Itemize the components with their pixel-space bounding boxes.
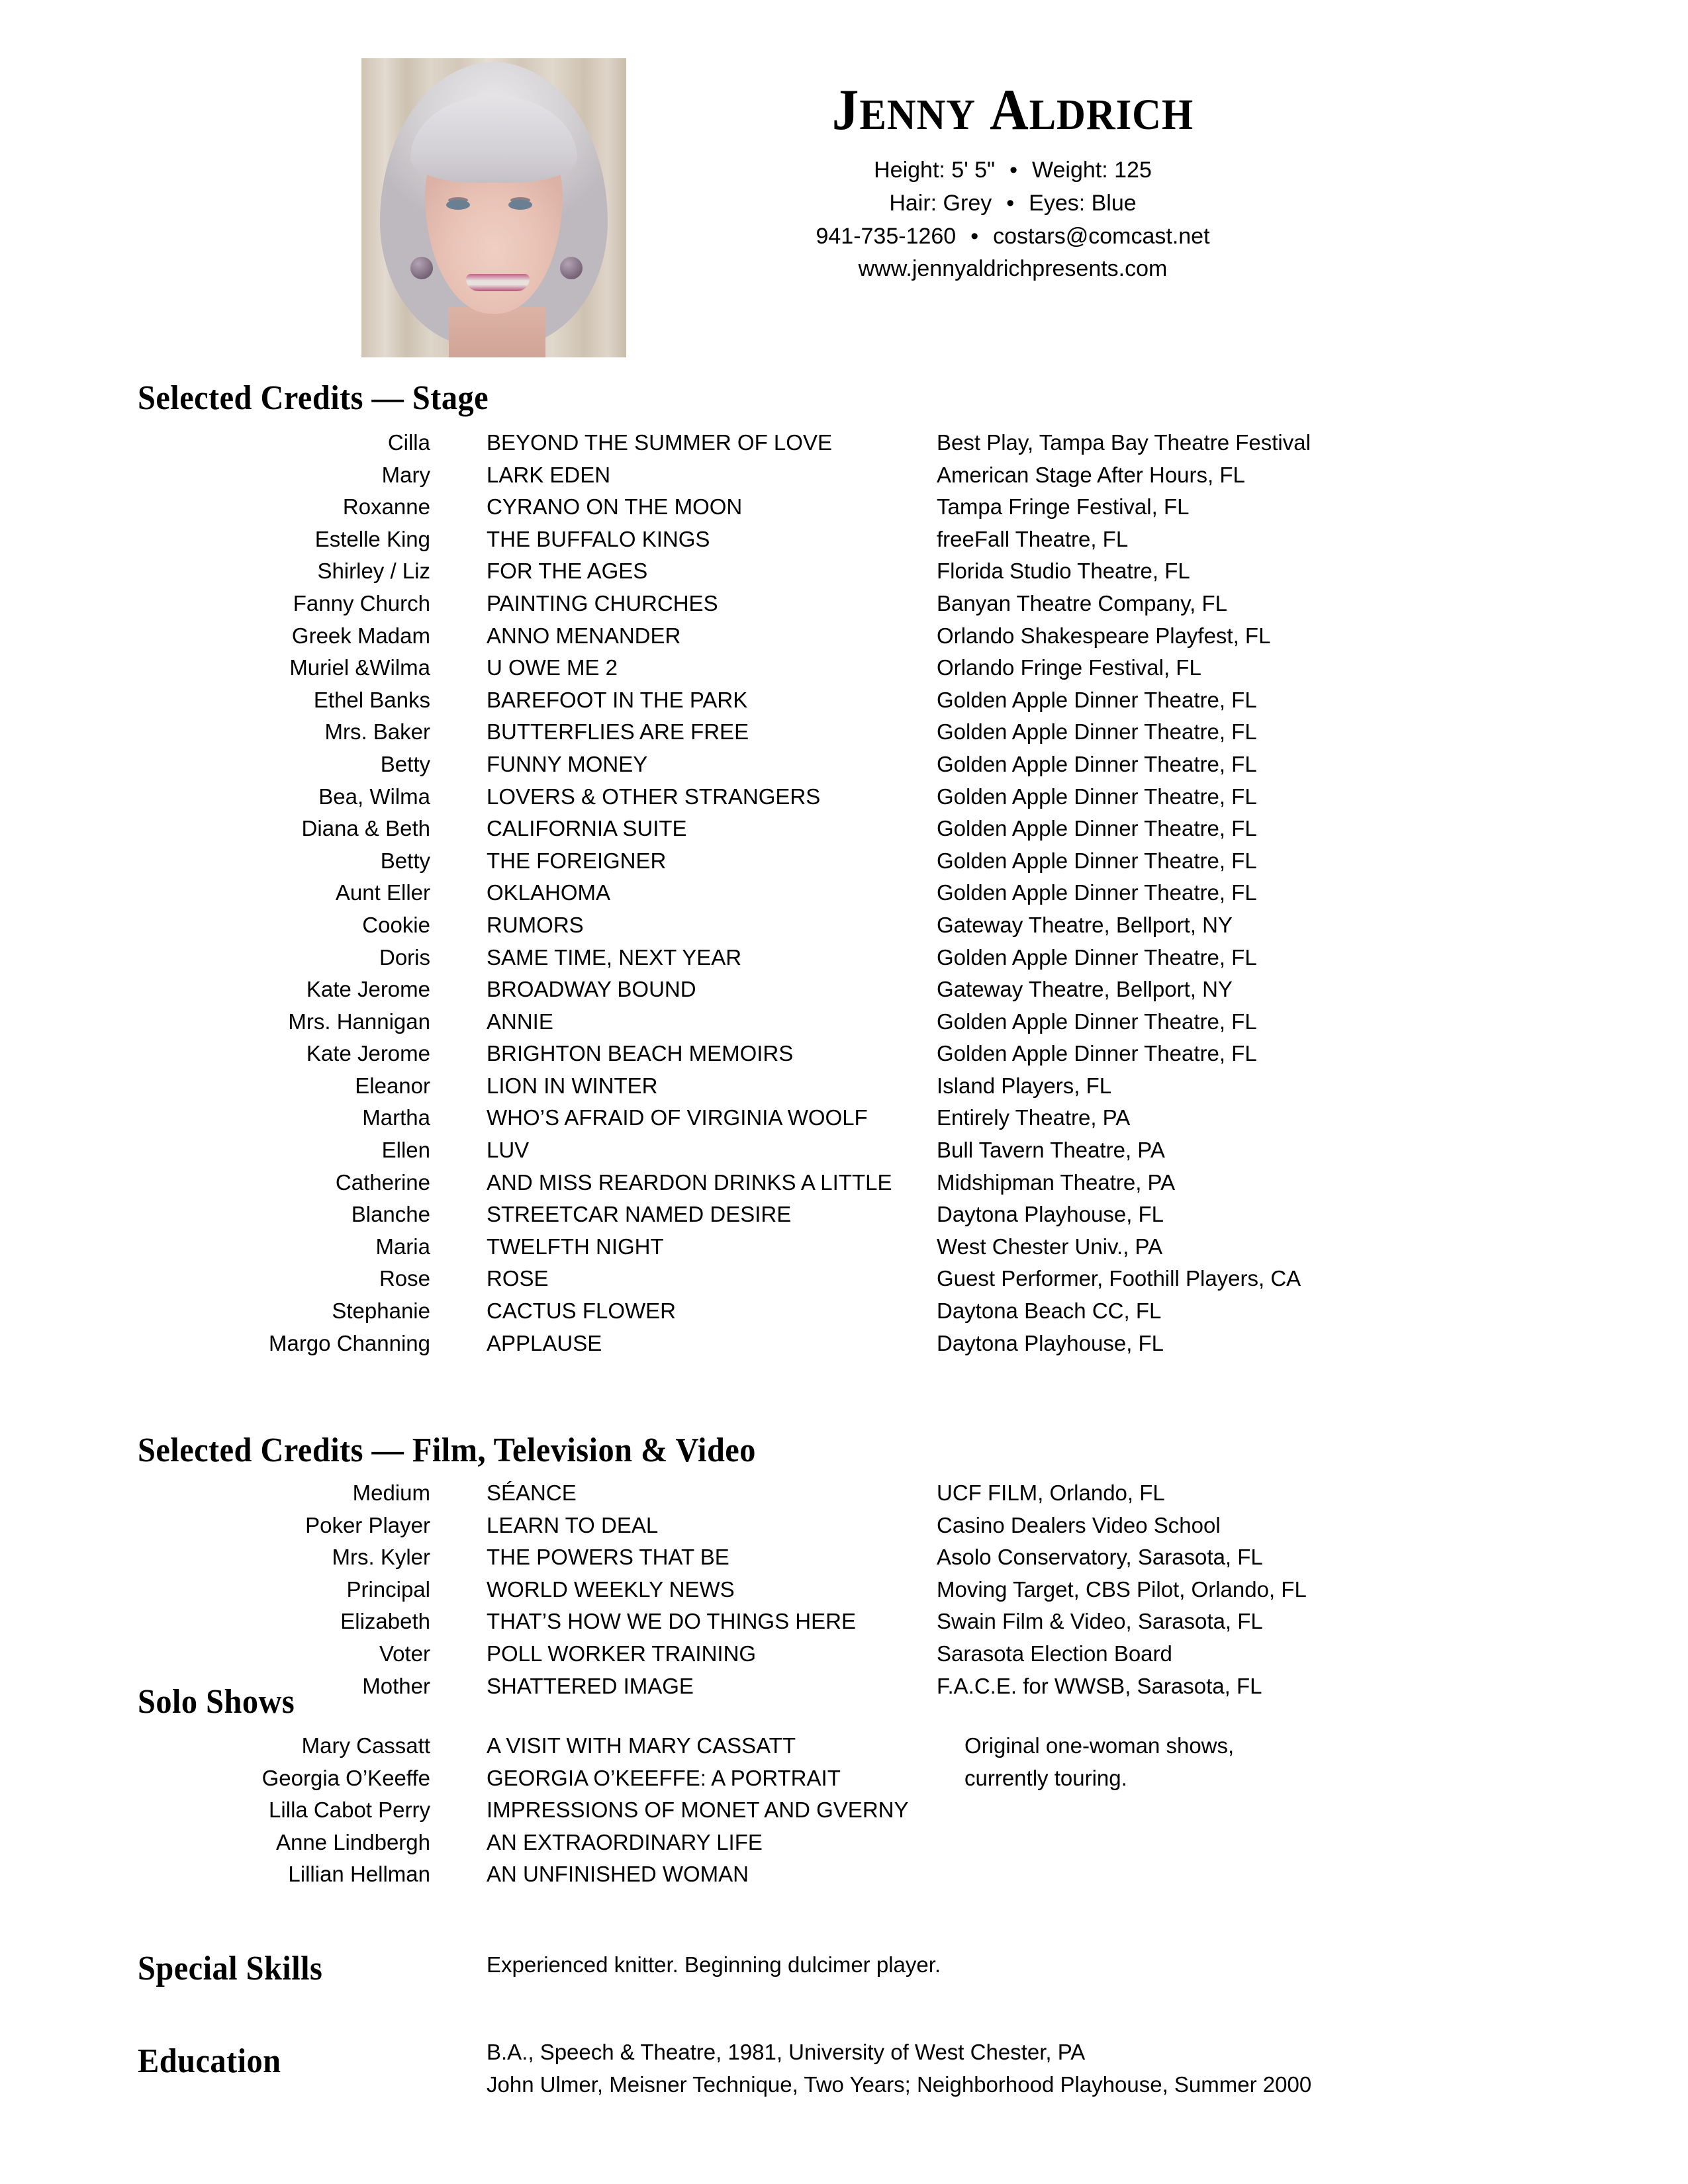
credit-venue: UCF FILM, Orlando, FL [937,1480,1165,1505]
resume-header [0,0,1688,344]
bullet-separator-icon: • [1006,190,1015,216]
credit-row [0,588,1311,620]
credit-role: Lilla Cabot Perry [269,1797,430,1823]
credit-venue: Gateway Theatre, Bellport, NY [937,912,1233,937]
credit-role: Roxanne [342,494,430,520]
credit-venue: Orlando Shakespeare Playfest, FL [937,623,1271,648]
credit-row [0,555,1311,588]
credit-row [0,1038,1311,1070]
credit-venue: Daytona Beach CC, FL [937,1298,1162,1324]
credit-title: ANNIE [487,1009,553,1034]
credit-row [0,652,1311,684]
credit-row [0,813,1311,845]
section-heading-stage: Selected Credits — Stage [138,379,489,417]
credit-title: APPLAUSE [487,1330,602,1355]
credit-role: Betty [380,848,430,873]
credit-venue: Golden Apple Dinner Theatre, FL [937,719,1257,745]
credit-title: LEARN TO DEAL [487,1512,659,1537]
section-heading-special-skills: Special Skills [138,1950,323,1987]
credit-row [0,749,1311,781]
credit-role: Fanny Church [293,590,430,615]
credit-venue: Tampa Fringe Festival, FL [937,494,1190,520]
credit-title: THAT’S HOW WE DO THINGS HERE [487,1609,856,1634]
credit-title: THE POWERS THAT BE [487,1545,729,1570]
credit-row [0,716,1311,749]
credit-row [0,1263,1311,1295]
credit-venue: Swain Film & Video, Sarasota, FL [937,1609,1263,1634]
credit-venue: Golden Apple Dinner Theatre, FL [937,944,1257,970]
credit-row [0,1167,1311,1199]
credit-role: Kate Jerome [306,1041,430,1066]
credit-venue: Island Players, FL [937,1073,1112,1098]
credit-title: RUMORS [487,912,584,937]
name-and-contact-block [649,79,1377,286]
credit-venue: Guest Performer, Foothill Players, CA [937,1266,1301,1291]
credit-role: Mrs. Kyler [332,1545,430,1570]
credit-title: ROSE [487,1266,549,1291]
vital-stats [649,154,1377,286]
credit-role: Martha [362,1105,430,1130]
hair-value: Hair: Grey [889,190,992,216]
credit-venue: Golden Apple Dinner Theatre, FL [937,816,1257,841]
credit-title: A VISIT WITH MARY CASSATT [487,1733,796,1758]
credit-role: Cookie [362,912,430,937]
credit-role: Margo Channing [269,1330,430,1355]
credit-title: WORLD WEEKLY NEWS [487,1576,735,1602]
credit-row [0,877,1311,909]
education-line-training: John Ulmer, Meisner Technique, Two Years; Neighborhood Playhouse, Summer 2000 [487,2071,1312,2097]
credit-row [0,1231,1311,1263]
credit-row [0,909,1311,942]
credit-title: CALIFORNIA SUITE [487,816,687,841]
stage-credits-list [0,427,1311,1359]
credit-row [0,491,1311,523]
credit-row [0,1070,1311,1103]
credit-title: CYRANO ON THE MOON [487,494,743,520]
bullet-separator-icon: • [970,223,979,249]
credit-row [0,1102,1311,1134]
credit-role: Cilla [387,430,430,455]
credit-row [0,1827,1234,1859]
credit-role: Voter [379,1641,430,1666]
credit-venue: Moving Target, CBS Pilot, Orlando, FL [937,1576,1307,1602]
credit-venue: Golden Apple Dinner Theatre, FL [937,687,1257,712]
stats-row-height-weight [649,154,1377,187]
credit-title: BAREFOOT IN THE PARK [487,687,748,712]
weight-value: Weight: 125 [1032,158,1152,183]
photo-earring-right [560,257,583,279]
credit-venue: Orlando Fringe Festival, FL [937,655,1201,680]
photo-earring-left [410,257,433,279]
credit-role: Blanche [351,1202,430,1227]
headshot-photo [361,58,626,357]
solo-shows-list [0,1730,1234,1891]
credit-title: STREETCAR NAMED DESIRE [487,1202,792,1227]
credit-title: OKLAHOMA [487,880,611,905]
credit-venue: Golden Apple Dinner Theatre, FL [937,751,1257,776]
credit-row [0,1328,1311,1360]
credit-title: AND MISS REARDON DRINKS A LITTLE [487,1169,892,1195]
credit-role: Mary Cassatt [301,1733,430,1758]
credit-role: Mary [381,462,430,487]
credit-role: Mother [362,1673,430,1698]
section-heading-education: Education [138,2042,281,2080]
credit-venue: Daytona Playhouse, FL [937,1330,1164,1355]
credit-venue: Golden Apple Dinner Theatre, FL [937,848,1257,873]
email-address[interactable]: costars@comcast.net [993,223,1210,249]
credit-role: Stephanie [332,1298,430,1324]
credit-title: LOVERS & OTHER STRANGERS [487,784,821,809]
credit-role: Mrs. Hannigan [288,1009,430,1034]
credit-row [0,1574,1307,1606]
credit-title: FOR THE AGES [487,559,648,584]
credit-venue: Sarasota Election Board [937,1641,1172,1666]
special-skills-body [487,1949,941,1981]
credit-row [0,942,1311,974]
credit-role: Georgia O’Keeffe [261,1765,430,1790]
credit-title: LION IN WINTER [487,1073,658,1098]
credit-row [0,1134,1311,1167]
credit-row [0,1606,1307,1638]
credit-role: Estelle King [314,526,430,551]
credit-role: Ellen [381,1138,430,1163]
last-name: ALDRICH [990,78,1194,142]
section-heading-film: Selected Credits — Film, Television & Video [138,1432,756,1469]
credit-row [0,1477,1307,1510]
credit-role: Poker Player [305,1512,430,1537]
website-url[interactable]: www.jennyaldrichpresents.com [858,256,1168,282]
credit-row [0,684,1311,717]
credit-venue: Golden Apple Dinner Theatre, FL [937,1009,1257,1034]
credit-venue: Golden Apple Dinner Theatre, FL [937,1041,1257,1066]
credit-row [0,459,1311,492]
credit-venue: freeFall Theatre, FL [937,526,1129,551]
credit-title: SHATTERED IMAGE [487,1673,694,1698]
credit-title: AN UNFINISHED WOMAN [487,1862,749,1887]
credit-role: Kate Jerome [306,977,430,1002]
credit-role: Doris [379,944,430,970]
credit-role: Betty [380,751,430,776]
credit-title: PAINTING CHURCHES [487,590,718,615]
credit-row [0,1006,1311,1038]
credit-venue: Asolo Conservatory, Sarasota, FL [937,1545,1263,1570]
film-credits-list [0,1477,1307,1702]
credit-venue: Golden Apple Dinner Theatre, FL [937,784,1257,809]
credit-venue: Daytona Playhouse, FL [937,1202,1164,1227]
credit-role: Aunt Eller [335,880,430,905]
credit-role: Diana & Beth [301,816,430,841]
stats-row-hair-eyes [649,187,1377,220]
eyes-value: Eyes: Blue [1029,190,1137,216]
credit-role: Bea, Wilma [318,784,430,809]
credit-role: Maria [375,1234,430,1259]
credit-title: LUV [487,1138,530,1163]
credit-row [0,427,1311,459]
credit-row [0,1730,1234,1762]
credit-row [0,1199,1311,1231]
education-body [487,2036,1311,2101]
stats-row-contact [649,220,1377,253]
credit-venue: Casino Dealers Video School [937,1512,1221,1537]
page-title [678,79,1348,141]
credit-venue: Best Play, Tampa Bay Theatre Festival [937,430,1311,455]
credit-row [0,1858,1234,1891]
credit-row [0,1638,1307,1670]
credit-title: CACTUS FLOWER [487,1298,677,1324]
credit-venue: Gateway Theatre, Bellport, NY [937,977,1233,1002]
credit-row [0,781,1311,813]
education-line-degree: B.A., Speech & Theatre, 1981, University of West Chester, PA [487,2040,1086,2064]
credit-title: THE BUFFALO KINGS [487,526,710,551]
credit-title: IMPRESSIONS OF MONET AND GVERNY [487,1797,909,1823]
phone-number[interactable]: 941-735-1260 [816,223,957,249]
credit-venue: Florida Studio Theatre, FL [937,559,1190,584]
credit-row [0,1762,1234,1795]
credit-title: GEORGIA O’KEEFFE: A PORTRAIT [487,1765,841,1790]
credit-venue: Entirely Theatre, PA [937,1105,1131,1130]
credit-row [0,1541,1307,1574]
credit-row [0,974,1311,1006]
credit-row [0,1295,1311,1328]
special-skills-text: Experienced knitter. Beginning dulcimer player. [487,1952,941,1977]
first-name: JENNY [831,78,976,142]
credit-row [0,1510,1307,1542]
credit-title: BRIGHTON BEACH MEMOIRS [487,1041,794,1066]
credit-row [0,1794,1234,1827]
credit-title: AN EXTRAORDINARY LIFE [487,1829,763,1854]
section-heading-solo-shows: Solo Shows [138,1683,295,1721]
credit-role: Rose [379,1266,430,1291]
credit-title: THE FOREIGNER [487,848,667,873]
photo-eye-right [508,200,532,210]
credit-role: Medium [352,1480,430,1505]
credit-role: Lillian Hellman [288,1862,430,1887]
credit-title: WHO’S AFRAID OF VIRGINIA WOOLF [487,1105,868,1130]
credit-title: BROADWAY BOUND [487,977,696,1002]
credit-venue: Bull Tavern Theatre, PA [937,1138,1165,1163]
photo-mouth [466,274,530,291]
credit-venue: Banyan Theatre Company, FL [937,590,1228,615]
credit-title: ANNO MENANDER [487,623,681,648]
credit-venue: West Chester Univ., PA [937,1234,1163,1259]
credit-role: Greek Madam [291,623,430,648]
credit-title: U OWE ME 2 [487,655,618,680]
credit-role: Muriel &Wilma [289,655,430,680]
credit-title: BUTTERFLIES ARE FREE [487,719,749,745]
credit-role: Eleanor [355,1073,430,1098]
credit-title: POLL WORKER TRAINING [487,1641,757,1666]
credit-title: FUNNY MONEY [487,751,648,776]
photo-eye-left [446,200,470,210]
credit-title: SAME TIME, NEXT YEAR [487,944,742,970]
credit-venue: F.A.C.E. for WWSB, Sarasota, FL [937,1673,1262,1698]
credit-role: Elizabeth [340,1609,430,1634]
credit-role: Anne Lindbergh [275,1829,430,1854]
credit-row [0,620,1311,653]
credit-row [0,845,1311,878]
photo-neck [449,307,545,357]
credit-title: SÉANCE [487,1480,577,1505]
credit-title: BEYOND THE SUMMER OF LOVE [487,430,832,455]
height-value: Height: 5' 5" [874,158,996,183]
credit-title: TWELFTH NIGHT [487,1234,664,1259]
credit-venue: currently touring. [964,1765,1127,1790]
credit-role: Mrs. Baker [324,719,430,745]
credit-venue: American Stage After Hours, FL [937,462,1245,487]
credit-role: Shirley / Liz [317,559,430,584]
credit-row [0,523,1311,556]
credit-title: LARK EDEN [487,462,611,487]
credit-venue: Original one-woman shows, [964,1733,1235,1758]
credit-role: Ethel Banks [313,687,430,712]
credit-role: Catherine [335,1169,430,1195]
bullet-separator-icon: • [1009,158,1018,183]
credit-venue: Golden Apple Dinner Theatre, FL [937,880,1257,905]
credit-role: Principal [346,1576,430,1602]
credit-venue: Midshipman Theatre, PA [937,1169,1176,1195]
